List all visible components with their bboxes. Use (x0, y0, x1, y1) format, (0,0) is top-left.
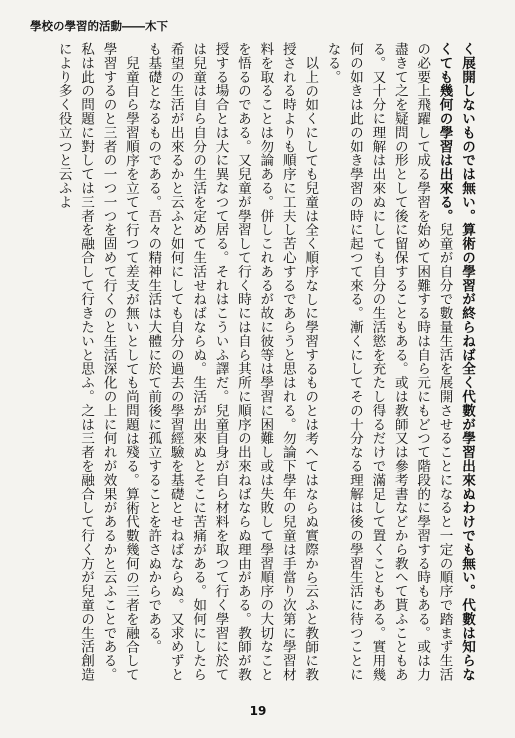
page-number: 19 (249, 704, 267, 718)
text-run: 以上の如くにしても兒童は全く順序なしに學習するものとは考へてはならぬ實際から云ふと教師に教授される時よりも順序に工夫し苦心するであらうと思はれる。勿論下學年の兒童は手當り次第に學習材料を取ることは勿論ある。併しこれあるが故に彼等は學習に困難し或は失敗して學習順序の大切なことを悟るのである。又兒童が學習して行く時には自ら其所に順序の出來ねばならぬ理由がある。教師が教授する場合とは大に異なつて居る。それはこういふ譯だ。兒童自身が自ら材料を取つて行く學習に於ては兒童は自ら自分の生活を定めて生活せねばならぬ。生活が出來ぬとそこに苦痛がある。如何にしたら希望の生活が出來るかと云ふと如何にしても自分の過去の學習經驗を基礎とせねばならぬ。又求めずとも基礎となるものである。吾々の精神生活は大體に於て前後に孤立することを許さぬからである。 (145, 42, 319, 682)
paragraph (52, 42, 142, 692)
running-head: 學校の學習的活動――木下 (30, 19, 168, 33)
paragraph (321, 42, 478, 692)
paragraph (142, 42, 321, 692)
bold-text-run: く展開しないものでは無い。算術の學習が終らねば全く代數が學習出來ぬわけでも無い。代數は知らなくても幾何の學習は出來る。 (436, 42, 475, 682)
text-run: 兒童が自分で數量生活を展開させることになると一定の順序で踏まず生活の必要上飛躍して成る學習を始めて困難する時は自ら元にもどつて階段的に學習する時もある。或は力盡きて之を疑問の形として後に留保することもある。或は教師又は參考書などから教へて貰ふこともある。又十分に理解は出來ぬにしても自分の生活慾を充たし得るだけで滿足して置くこともある。實用幾何の如きは此の如き學習の時に起つて來る。漸くにしてその十分なる理解は後の學習生活に待つことになる。 (324, 42, 453, 682)
text-run: 兒童自ら學習順序を立てて行つて差支が無いとしても尚問題は殘る。算術代數幾何の三者を融合して學習するのと三者の一つ一つを固めて行くのと生活深化の上に何れが效果があるかと云ふことである。私は此の問題に對しては三者を融合して行きたいと思ふ。之は三者を融合して行く方が兒童の生活創造により多く役立つと云ふよ (55, 42, 139, 682)
vertical-text-block (55, 42, 478, 692)
